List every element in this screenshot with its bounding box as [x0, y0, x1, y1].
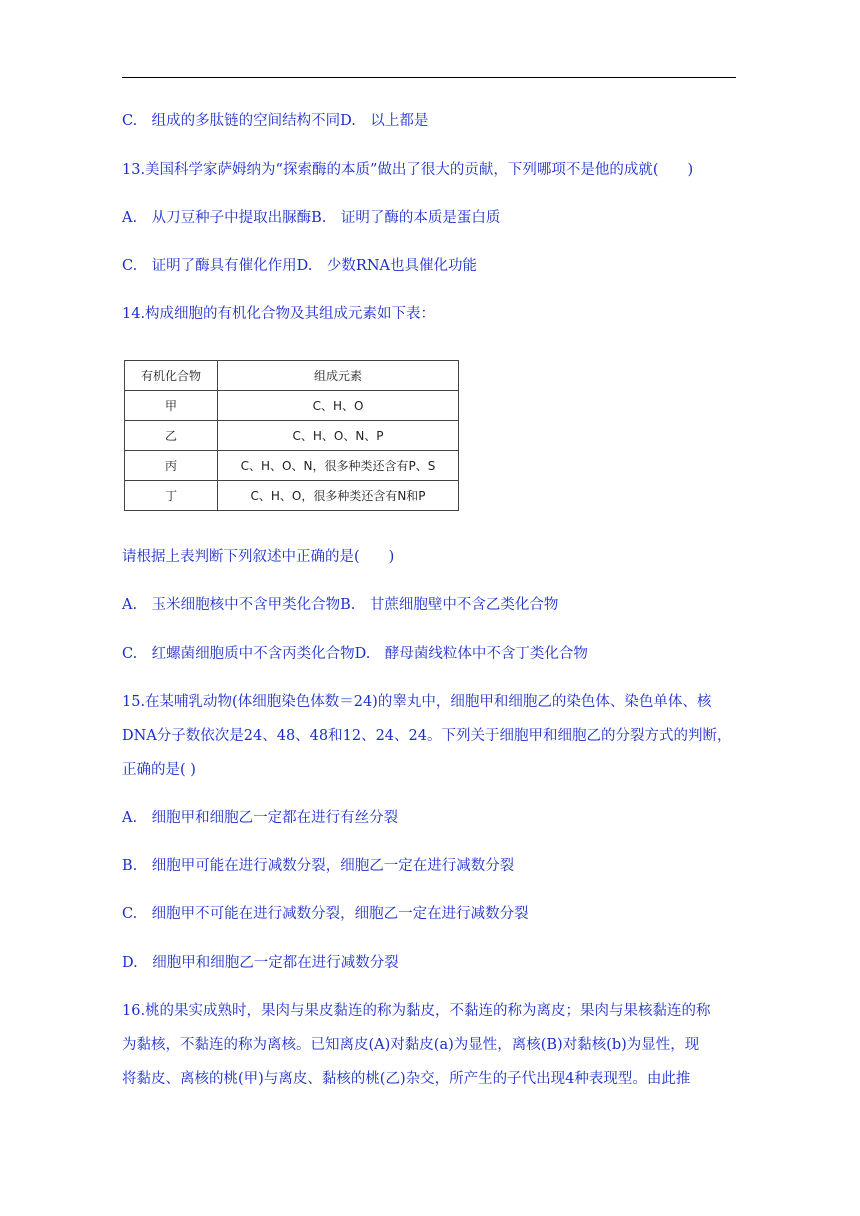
- table-cell: 丙: [125, 451, 218, 481]
- table-cell: 丁: [125, 481, 218, 511]
- option-line: A. 玉米细胞核中不含甲类化合物B. 甘蔗细胞壁中不含乙类化合物: [122, 597, 559, 613]
- option-line: C. 红螺菌细胞质中不含丙类化合物D. 酵母菌线粒体中不含丁类化合物: [122, 646, 588, 662]
- question-16-cont: 将黏皮、离核的桃(甲)与离皮、黏核的桃(乙)杂交，所产生的子代出现4种表现型。由此推: [122, 1071, 691, 1087]
- table-cell: C、H、O、N，很多种类还含有P、S: [218, 451, 459, 481]
- option-line: C. 细胞甲不可能在进行减数分裂，细胞乙一定在进行减数分裂: [122, 906, 529, 922]
- question-16-cont: 为黏核，不黏连的称为离核。已知离皮(A)对黏皮(a)为显性，离核(B)对黏核(b)为显性，现: [122, 1037, 700, 1053]
- table-row: [125, 421, 459, 451]
- compound-table: [124, 360, 459, 511]
- table-header-cell: 有机化合物: [125, 361, 218, 391]
- question-15-cont: DNA分子数依次是24、48、48和12、24、24。下列关于细胞甲和细胞乙的分裂方式的判断，: [122, 728, 732, 744]
- table-header-row: [125, 361, 459, 391]
- table-cell: 乙: [125, 421, 218, 451]
- question-14-prompt: 请根据上表判断下列叙述中正确的是( ): [122, 549, 395, 565]
- question-13: 13.美国科学家萨姆纳为“探索酶的本质”做出了很大的贡献，下列哪项不是他的成就( ): [122, 162, 694, 178]
- header-rule: [122, 77, 736, 78]
- option-line: A. 从刀豆种子中提取出脲酶B. 证明了酶的本质是蛋白质: [122, 210, 501, 226]
- question-15: 15.在某哺乳动物(体细胞染色体数＝24)的睾丸中，细胞甲和细胞乙的染色体、染色单体、核: [122, 694, 712, 710]
- table-cell: 甲: [125, 391, 218, 421]
- option-line: B. 细胞甲可能在进行减数分裂，细胞乙一定在进行减数分裂: [122, 858, 515, 874]
- table-header-cell: 组成元素: [218, 361, 459, 391]
- question-16: 16.桃的果实成熟时，果肉与果皮黏连的称为黏皮，不黏连的称为离皮；果肉与果核黏连的称: [122, 1003, 711, 1019]
- option-line: C. 组成的多肽链的空间结构不同D. 以上都是: [122, 113, 429, 129]
- table-row: [125, 391, 459, 421]
- question-15-cont: 正确的是( ): [122, 762, 196, 778]
- table-row: [125, 481, 459, 511]
- table-cell: C、H、O: [218, 391, 459, 421]
- table-cell: C、H、O、N、P: [218, 421, 459, 451]
- table-cell: C、H、O，很多种类还含有N和P: [218, 481, 459, 511]
- table-row: [125, 451, 459, 481]
- option-line: C. 证明了酶具有催化作用D. 少数RNA也具催化功能: [122, 258, 477, 274]
- option-line: D. 细胞甲和细胞乙一定都在进行减数分裂: [122, 955, 399, 971]
- question-14: 14.构成细胞的有机化合物及其组成元素如下表：: [122, 306, 436, 322]
- option-line: A. 细胞甲和细胞乙一定都在进行有丝分裂: [122, 810, 399, 826]
